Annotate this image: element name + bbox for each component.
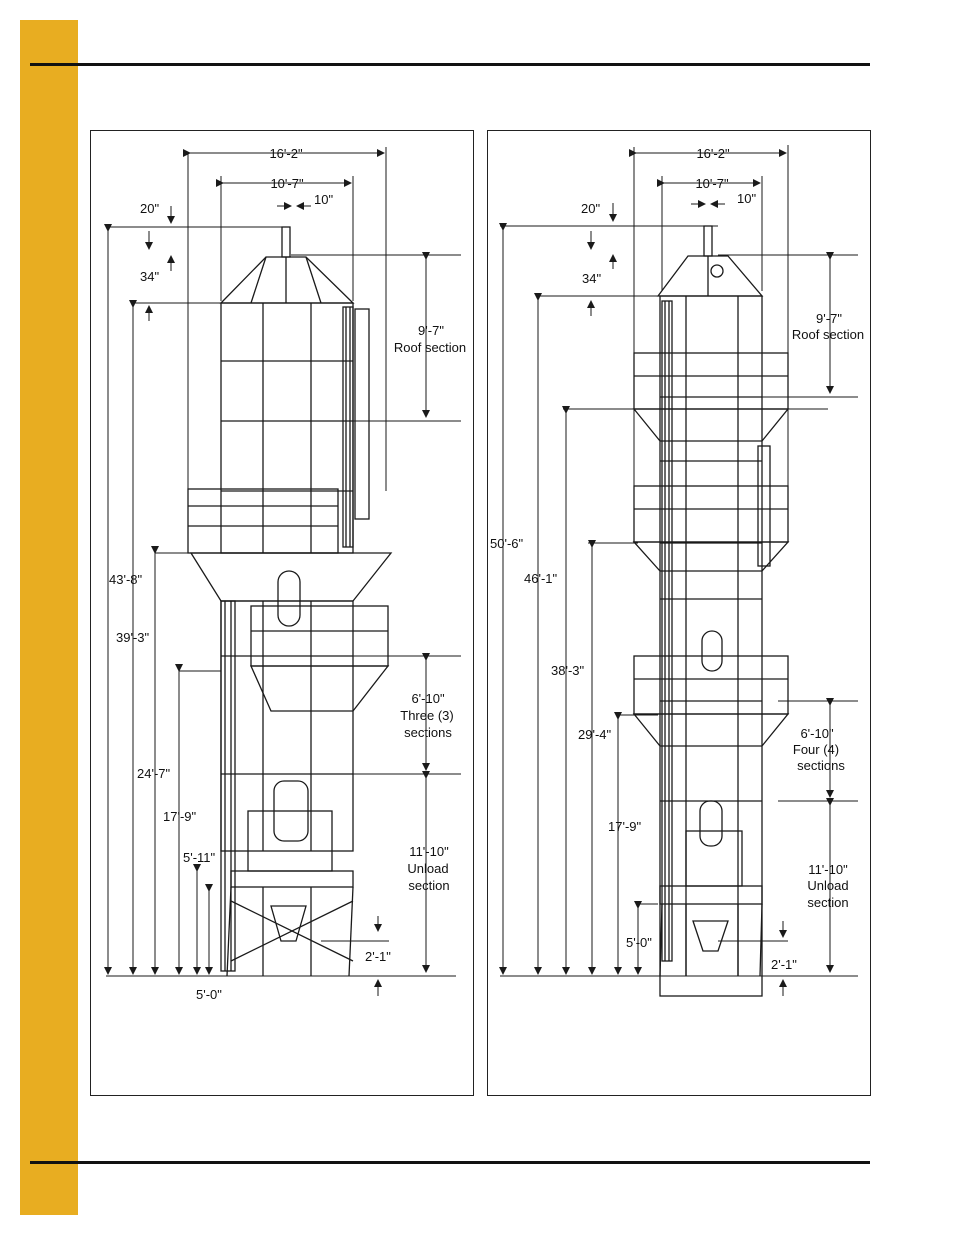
roof-rise-label: 34" [140, 269, 160, 284]
unload-section-label2: section [408, 878, 450, 893]
roof-section-dim: 9'-7" [418, 323, 444, 338]
unload-section-label1: Unload [407, 861, 449, 876]
overall-width-label: 16'-2" [269, 146, 303, 161]
mid-sections-label1: Four (4) [792, 742, 840, 757]
right-drawing-panel [487, 130, 871, 1096]
roof-width-label: 10'-7" [270, 176, 304, 191]
total-height-label: 50'-6" [490, 536, 524, 551]
roof-width-label: 10'-7" [695, 176, 729, 191]
roof-section-label: Roof section [393, 340, 467, 355]
unload-section-label1: Unload [807, 878, 849, 893]
roof-section-label: Roof section [791, 327, 865, 342]
platform-height-label: 24'-7" [137, 766, 171, 781]
eave-height-label: 46'-1" [524, 571, 558, 586]
hopper-offset-label: 2'-1" [365, 949, 391, 964]
mid-platform-label: 29'-4" [578, 727, 612, 742]
mid-height-label: 17'-9" [163, 809, 197, 824]
unload-section-label2: section [807, 895, 849, 910]
leg-height-label: 5'-0" [626, 935, 652, 950]
total-height-label: 43'-8" [109, 572, 143, 587]
hopper-offset-label: 2'-1" [771, 957, 797, 972]
mid-sections-label1: Three (3) [400, 708, 454, 723]
eave-height-label: 39'-3" [116, 630, 150, 645]
mid-height-label: 17'-9" [608, 819, 642, 834]
mid-sections-dim: 6'-10" [800, 726, 834, 741]
unload-section-dim: 11'-10" [409, 844, 449, 859]
peak-offset-label: 20" [140, 201, 160, 216]
mid-sections-dim: 6'-10" [411, 691, 445, 706]
roof-rise-label: 34" [582, 271, 602, 286]
peak-width-label: 10" [314, 192, 334, 207]
leg-height-label: 5'-0" [196, 987, 222, 1002]
mid-sections-label2: sections [797, 758, 845, 773]
roof-section-dim: 9'-7" [816, 311, 842, 326]
overall-width-label: 16'-2" [696, 146, 730, 161]
left-drawing-panel [90, 130, 474, 1096]
peak-width-label: 10" [737, 191, 757, 206]
upper-platform-label: 38'-3" [551, 663, 585, 678]
upper-leg-label: 5'-11" [183, 850, 216, 865]
side-tab [20, 20, 78, 1215]
footer-rule [30, 1161, 870, 1164]
right-tower-drawing [488, 131, 870, 1095]
peak-offset-label: 20" [581, 201, 601, 216]
unload-section-dim: 11'-10" [808, 862, 848, 877]
mid-sections-label2: sections [404, 725, 452, 740]
header-rule [30, 63, 870, 66]
